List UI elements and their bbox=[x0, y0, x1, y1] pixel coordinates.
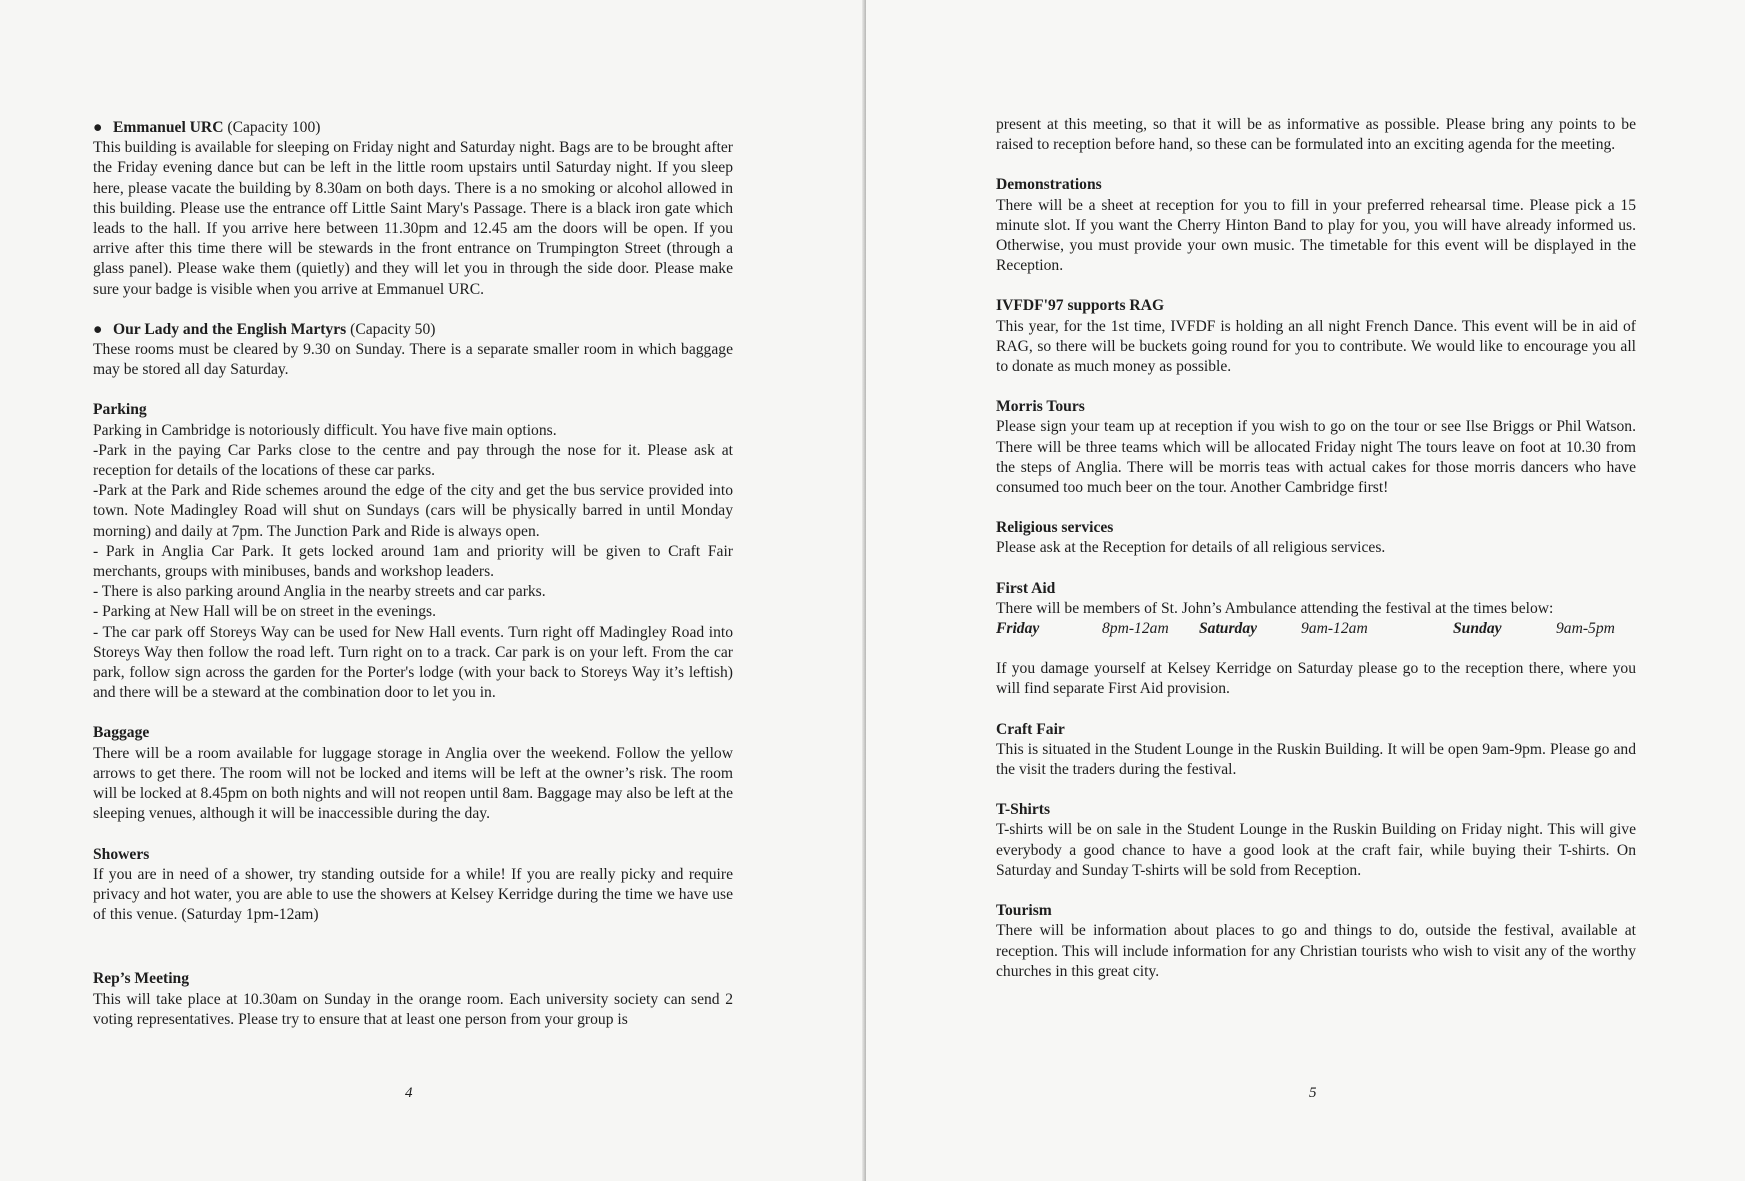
page-4 bbox=[0, 0, 866, 1181]
emmanuel-capacity: (Capacity 100) bbox=[227, 119, 321, 136]
our-lady-name: Our Lady and the English Martyrs bbox=[113, 320, 347, 338]
section-t-shirts bbox=[996, 800, 1636, 881]
first-aid-time: 8pm-12am bbox=[1102, 620, 1169, 638]
emmanuel-name: Emmanuel URC bbox=[113, 119, 224, 136]
bullet-icon: ● bbox=[93, 119, 103, 136]
demonstrations-heading: Demonstrations bbox=[996, 176, 1102, 194]
showers-body: If you are in need of a shower, try standing outside for a while! If you are really picky and require privacy and hot water, you are able to use the showers at Kelsey Kerridge during the time we have use of this venue. (Saturday 1pm-12am) bbox=[93, 865, 733, 924]
first-aid-day: Saturday bbox=[1199, 620, 1258, 638]
parking-line: -Park in the paying Car Parks close to the centre and pay through the nose for it. Please ask at reception for details of the locations of these car parks. bbox=[93, 441, 733, 480]
morris-heading: Morris Tours bbox=[996, 398, 1085, 416]
religious-body: Please ask at the Reception for details of all religious services. bbox=[996, 539, 1386, 557]
page-5 bbox=[866, 0, 1745, 1181]
tourism-body: There will be information about places to go and things to do, outside the festival, available at reception. This will include information for any Christian tourists who wish to visit any of the worthy churches in this great city. bbox=[996, 922, 1636, 980]
emmanuel-body: This building is available for sleeping on Friday night and Saturday night. Bags are to be brought after the Friday evening dance but can be left in the little room upstairs until Saturday night. If you sleep here, please vacate the building by 8.30am on both days. There is a no smoking or alcohol allowed in this building. Please use the entrance off Little Saint Mary's Passage. There is a black iron gate which leads to the hall. If you arrive here between 11.30pm and 12.45 am the doors will be open. If you arrive after this time there will be stewards in the front entrance on Trumpington Street (through a glass panel). Please wake them (quietly) and they will let you in through the side door. Please make sure your badge is visible when you arrive at Emmanuel URC. bbox=[93, 139, 733, 298]
section-religious-services bbox=[996, 518, 1636, 558]
spacer bbox=[93, 945, 733, 969]
craft-fair-body: This is situated in the Student Lounge in the Ruskin Building. It will be open 9am-9pm. Please go and the visit the traders during the festival. bbox=[996, 740, 1636, 779]
our-lady-capacity: (Capacity 50) bbox=[350, 320, 436, 338]
bullet-icon: ● bbox=[93, 320, 103, 338]
first-aid-note: If you damage yourself at Kelsey Kerridge on Saturday please go to the reception there, where you will find separate First Aid provision. bbox=[996, 660, 1636, 698]
section-our-lady bbox=[93, 320, 733, 381]
reps-heading: Rep’s Meeting bbox=[93, 970, 189, 988]
first-aid-heading: First Aid bbox=[996, 579, 1056, 597]
section-showers bbox=[93, 845, 733, 926]
parking-line: Parking in Cambridge is notoriously difficult. You have five main options. bbox=[93, 421, 557, 439]
reps-body: This will take place at 10.30am on Sunday in the orange room. Each university society can send 2 voting representatives. Please try to ensure that at least one person from your group is bbox=[93, 990, 733, 1028]
parking-line: - The car park off Storeys Way can be used for New Hall events. Turn right off Madingley Road into Storeys Way then follow the road left. Turn right on to a track. Car park is on your left. From the car park, follow sign across the garden for the Porter's lodge (with your back to Storeys Way it’s leftish) and there will be a steward at the combination door to let you in. bbox=[93, 623, 733, 702]
our-lady-heading bbox=[93, 320, 733, 340]
t-shirts-heading: T-Shirts bbox=[996, 801, 1051, 819]
religious-heading: Religious services bbox=[996, 519, 1114, 537]
section-demonstrations bbox=[996, 175, 1636, 276]
rag-heading: IVFDF'97 supports RAG bbox=[996, 297, 1165, 315]
reps-continued-body: present at this meeting, so that it will be as informative as possible. Please bring any points to be raised to reception before hand, so these can be formulated into an exciting agenda for the meeting. bbox=[996, 116, 1636, 154]
parking-line: - Parking at New Hall will be on street in the evenings. bbox=[93, 603, 436, 621]
emmanuel-heading bbox=[93, 118, 733, 138]
tourism-heading: Tourism bbox=[996, 902, 1052, 920]
parking-line: - There is also parking around Anglia in the nearby streets and car parks. bbox=[93, 583, 546, 601]
first-aid-times bbox=[996, 619, 1636, 639]
section-reps-continued bbox=[996, 115, 1636, 155]
section-first-aid bbox=[996, 579, 1636, 700]
baggage-body: There will be a room available for luggage storage in Anglia over the weekend. Follow the yellow arrows to get there. The room will not be locked and items will be left at the owner’s risk. The room will be locked at 8.45pm on both nights and will not reopen until 8am. Baggage may also be left at the sleeping venues, although it will be inaccessible during the day. bbox=[93, 744, 733, 823]
parking-line: -Park at the Park and Ride schemes around the edge of the city and get the bus service provided into town. Note Madingley Road will shut on Sundays (cars will be physically barred in until Monday morning) and daily at 7pm. The Junction Park and Ride is always open. bbox=[93, 482, 733, 540]
first-aid-intro: There will be members of St. John’s Ambulance attending the festival at the times below: bbox=[996, 599, 1554, 617]
showers-heading: Showers bbox=[93, 845, 150, 863]
first-aid-time: 9am-12am bbox=[1301, 620, 1368, 638]
page-4-column bbox=[93, 118, 733, 1030]
morris-body: Please sign your team up at reception if you wish to go on the tour or see Ilse Briggs or Phil Watson. There will be three teams which will be allocated Friday night The tours leave on foot at 10.30 from the steps of Anglia. There will be morris teas with actual cakes for those morris dancers who have consumed too much beer on the tour. Another Cambridge first! bbox=[996, 418, 1636, 497]
section-parking bbox=[93, 400, 733, 703]
parking-line: - Park in Anglia Car Park. It gets locked around 1am and priority will be given to Craft Fair merchants, groups with minibuses, bands and workshop leaders. bbox=[93, 542, 733, 581]
section-reps-meeting bbox=[93, 969, 733, 1030]
first-aid-day: Friday bbox=[996, 620, 1040, 638]
section-morris-tours bbox=[996, 397, 1636, 498]
section-tourism bbox=[996, 901, 1636, 982]
rag-body: This year, for the 1st time, IVFDF is holding an all night French Dance. This event will be in aid of RAG, so there will be buckets going round for you to contribute. We would like to encourage you all to donate as much money as possible. bbox=[996, 317, 1636, 376]
section-craft-fair bbox=[996, 720, 1636, 781]
craft-fair-heading: Craft Fair bbox=[996, 720, 1065, 738]
first-aid-time: 9am-5pm bbox=[1556, 620, 1615, 638]
baggage-heading: Baggage bbox=[93, 724, 150, 742]
page-number: 5 bbox=[1309, 1084, 1317, 1101]
page-5-column bbox=[996, 115, 1636, 982]
parking-heading: Parking bbox=[93, 401, 147, 419]
t-shirts-body: T-shirts will be on sale in the Student Lounge in the Ruskin Building on Friday night. This will give everybody a good chance to have a good look at the craft fair, while buying their T-shirts. On Saturday and Sunday T-shirts will be sold from Reception. bbox=[996, 821, 1636, 879]
section-rag bbox=[996, 296, 1636, 377]
section-baggage bbox=[93, 723, 733, 824]
demonstrations-body: There will be a sheet at reception for you to fill in your preferred rehearsal time. Please pick a 15 minute slot. If you want the Cherry Hinton Band to play for you, you will have already informed us. Otherwise, you must provide your own music. The timetable for this event will be displayed in the Reception. bbox=[996, 196, 1636, 275]
section-emmanuel-urc bbox=[93, 118, 733, 300]
first-aid-day: Sunday bbox=[1453, 620, 1502, 638]
page-number: 4 bbox=[405, 1084, 413, 1101]
our-lady-body: These rooms must be cleared by 9.30 on Sunday. There is a separate smaller room in which baggage may be stored all day Saturday. bbox=[93, 341, 733, 379]
